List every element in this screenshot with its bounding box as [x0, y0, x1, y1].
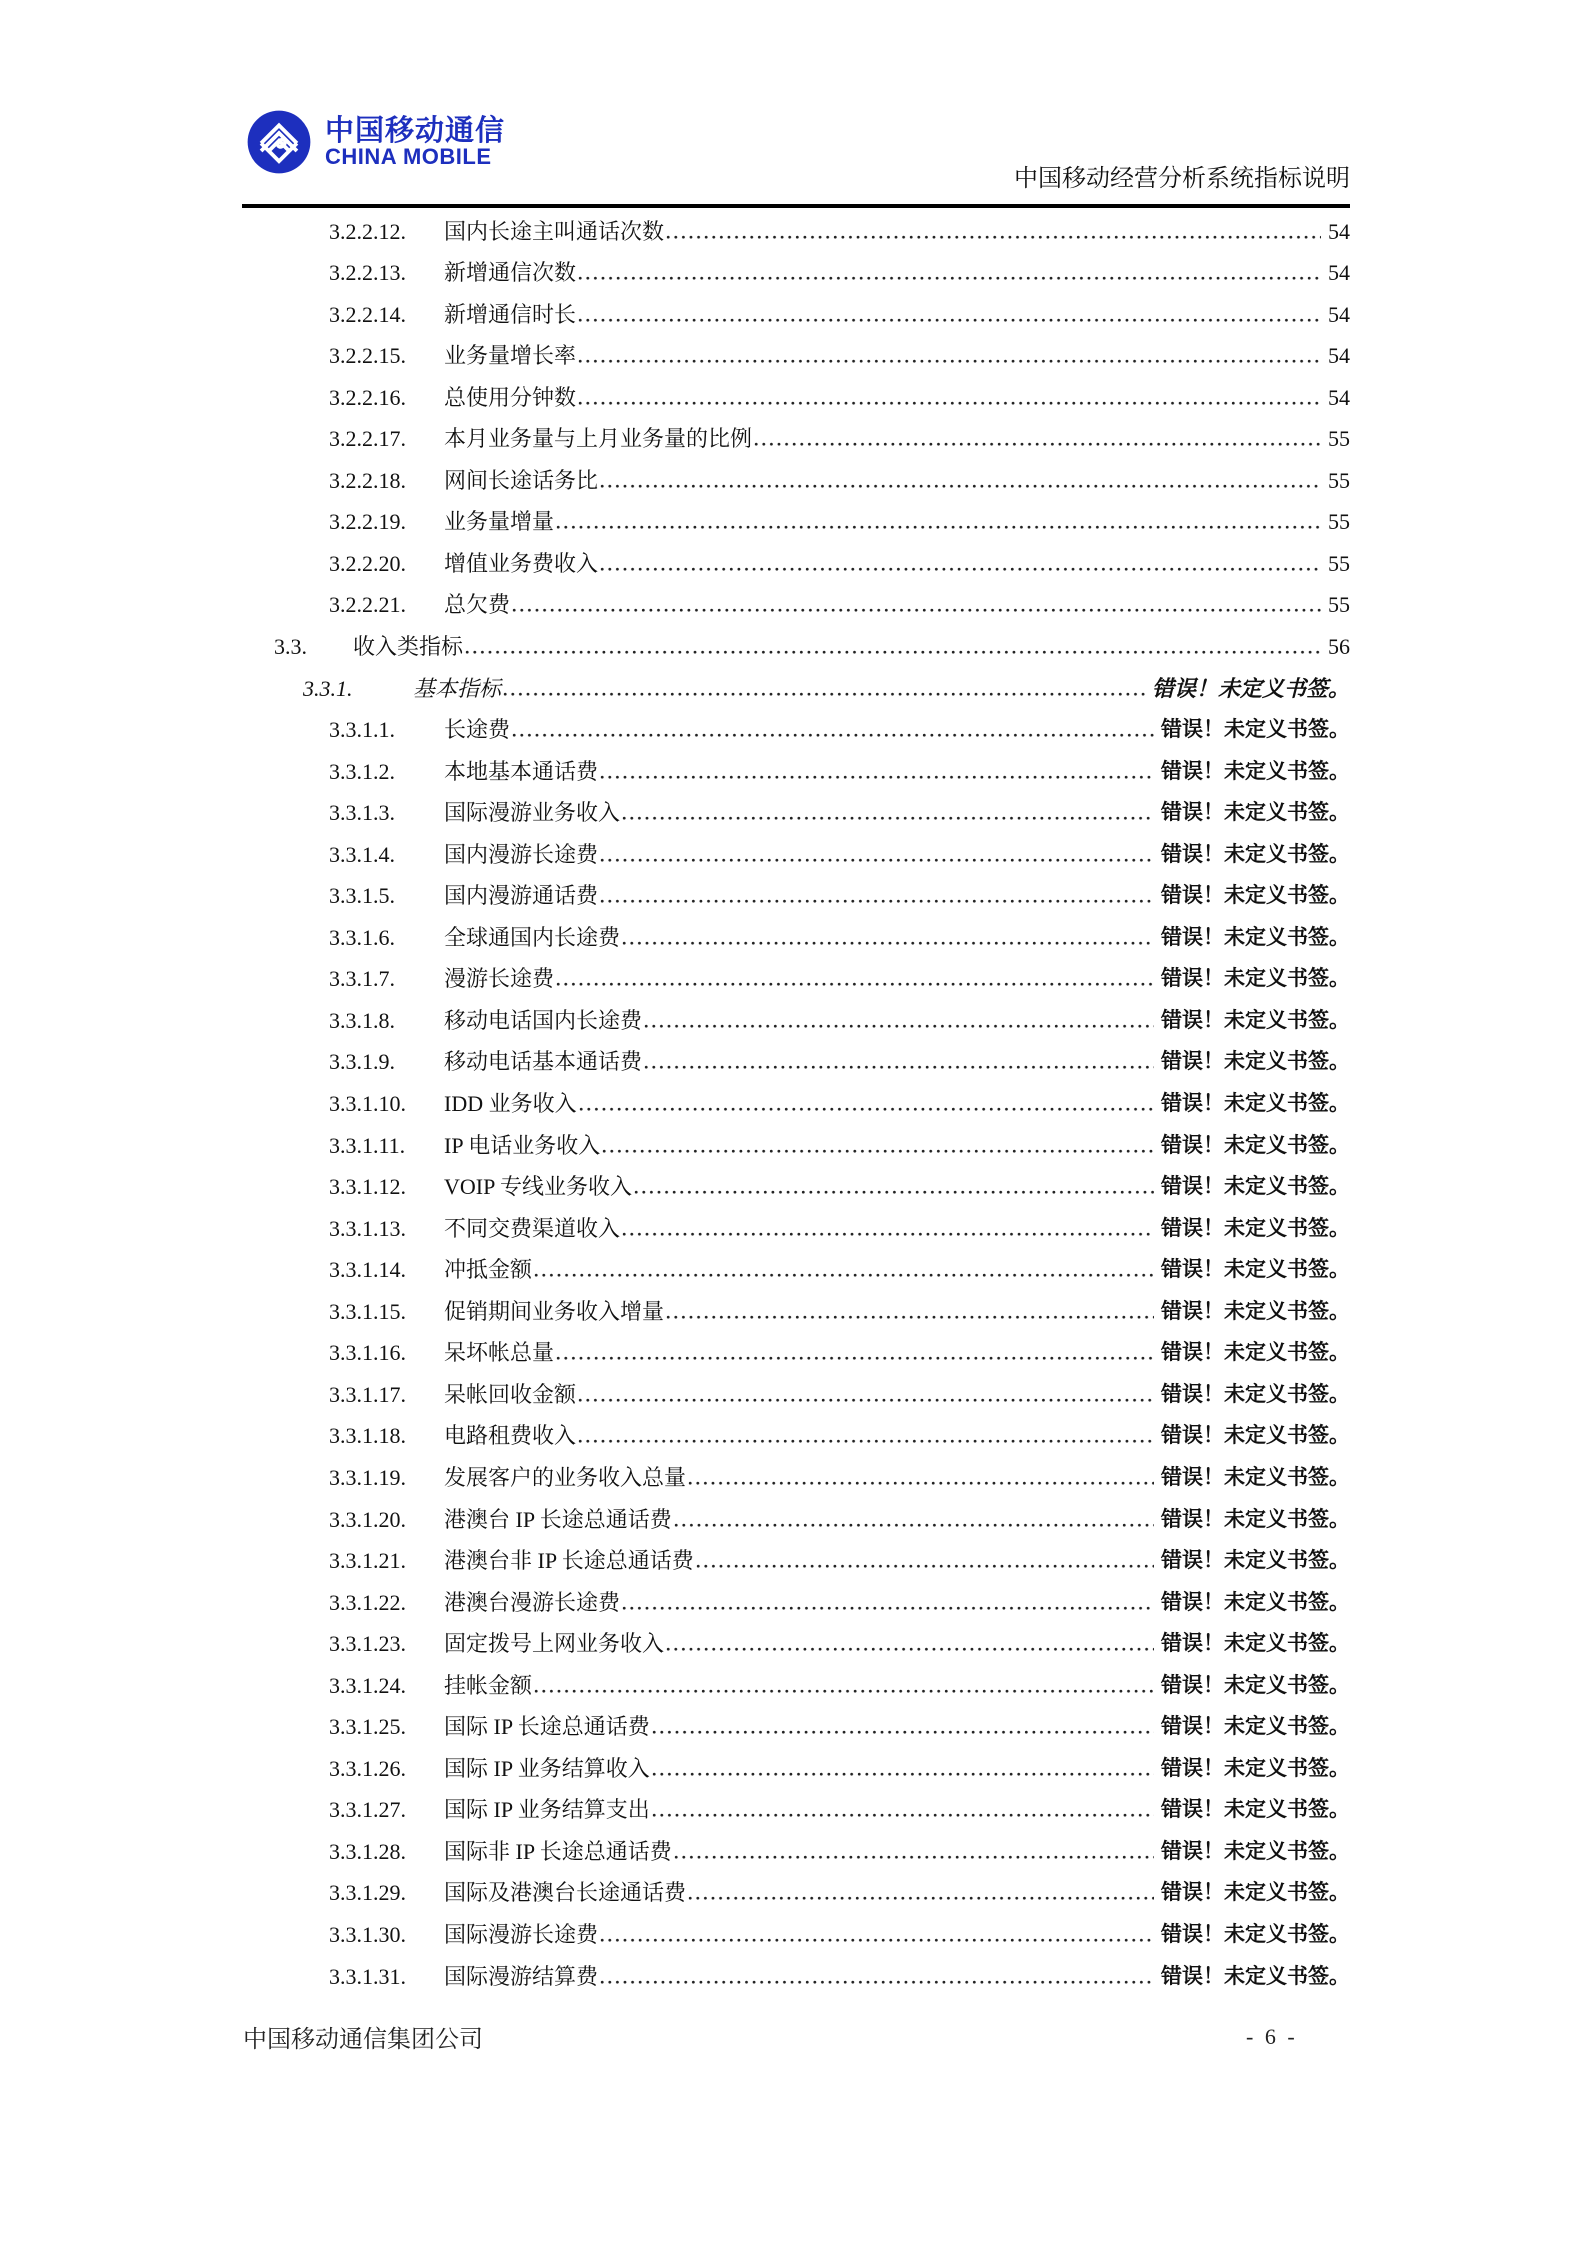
- toc-entry[interactable]: [242, 1698, 1350, 1740]
- toc-entry-number: 3.2.2.12.: [329, 218, 406, 244]
- toc-entry-page: 55: [1328, 592, 1350, 618]
- dot-leader: [652, 1772, 1154, 1777]
- toc-entry-title: IDD 业务收入: [444, 1091, 577, 1117]
- toc-entry-number: 3.3.1.23.: [329, 1631, 406, 1657]
- toc-entry[interactable]: [242, 1282, 1350, 1324]
- dot-leader: [622, 1606, 1154, 1611]
- toc-entry[interactable]: [242, 825, 1350, 867]
- dot-leader: [652, 1813, 1154, 1818]
- toc-entry-number: 3.3.: [274, 634, 307, 660]
- toc-entry-page: 55: [1328, 467, 1350, 493]
- toc-entry-number: 3.3.1.5.: [329, 883, 395, 909]
- dot-leader: [534, 1689, 1154, 1694]
- dot-leader: [644, 1024, 1154, 1029]
- toc-entry-number: 3.3.1.26.: [329, 1755, 406, 1781]
- dot-leader: [622, 1232, 1154, 1237]
- toc-entry-title: 漫游长途费: [444, 966, 555, 992]
- toc-entry-title: 业务量增长率: [444, 343, 577, 369]
- toc-entry-title: 国内漫游通话费: [444, 883, 599, 909]
- toc-entry-number: 3.3.1.12.: [329, 1174, 406, 1200]
- toc-entry[interactable]: [242, 493, 1350, 535]
- toc-entry[interactable]: [242, 867, 1350, 909]
- toc-entry-number: 3.3.1.18.: [329, 1423, 406, 1449]
- dot-leader: [556, 982, 1154, 987]
- toc-entry-page: 错误！未定义书签。: [1161, 801, 1350, 825]
- toc-entry-page: 54: [1328, 218, 1350, 244]
- dot-leader: [674, 1523, 1154, 1528]
- toc-entry-number: 3.3.1.20.: [329, 1506, 406, 1532]
- toc-entry-page: 错误！未定义书签。: [1161, 718, 1350, 742]
- toc-entry[interactable]: [242, 1324, 1350, 1366]
- dot-leader: [600, 1938, 1154, 1943]
- toc-entry-title: 国际 IP 长途总通话费: [444, 1714, 650, 1740]
- toc-entry-number: 3.3.1.15.: [329, 1298, 406, 1324]
- dot-leader: [622, 816, 1154, 821]
- toc-entry-page: 错误！未定义书签。: [1161, 1507, 1350, 1531]
- toc-entry[interactable]: [242, 1781, 1350, 1823]
- toc-entry-page: 错误！未定义书签。: [1161, 1424, 1350, 1448]
- dot-leader: [503, 692, 1145, 697]
- toc-entry-page: 错误！未定义书签。: [1161, 1341, 1350, 1365]
- toc-entry-title: 本地基本通话费: [444, 758, 599, 784]
- toc-entry[interactable]: [242, 1532, 1350, 1574]
- dot-leader: [578, 1439, 1154, 1444]
- toc-entry-number: 3.3.1.22.: [329, 1589, 406, 1615]
- toc-entry-title: 国际漫游长途费: [444, 1921, 599, 1947]
- toc-entry-number: 3.3.1.4.: [329, 841, 395, 867]
- toc-entry-title: 长途费: [444, 717, 511, 743]
- toc-entry-title: 国际漫游结算费: [444, 1963, 599, 1989]
- toc-entry-title: 基本指标: [413, 675, 502, 701]
- dot-leader: [644, 1065, 1154, 1070]
- toc-entry-number: 3.3.1.19.: [329, 1464, 406, 1490]
- toc-entry[interactable]: [242, 659, 1350, 701]
- toc-entry-title: 港澳台漫游长途费: [444, 1589, 621, 1615]
- toc-entry-page: 56: [1328, 634, 1350, 660]
- toc-entry-number: 3.3.1.24.: [329, 1672, 406, 1698]
- toc-entry-number: 3.3.1.3.: [329, 800, 395, 826]
- toc-entry[interactable]: [242, 451, 1350, 493]
- toc-entry-page: 错误！未定义书签。: [1161, 884, 1350, 908]
- toc-entry-number: 3.2.2.17.: [329, 426, 406, 452]
- toc-entry-page: 错误！未定义书签。: [1161, 925, 1350, 949]
- toc-entry-page: 54: [1328, 343, 1350, 369]
- toc-entry-page: 错误！未定义书签。: [1161, 1258, 1350, 1282]
- toc-entry-number: 3.3.1.1.: [329, 717, 395, 743]
- toc-entry-title: 移动电话基本通话费: [444, 1049, 643, 1075]
- toc-entry-title: 港澳台非 IP 长途总通话费: [444, 1548, 694, 1574]
- toc-entry-title: IP 电话业务收入: [444, 1132, 601, 1158]
- toc-entry-page: 错误！未定义书签。: [1161, 759, 1350, 783]
- toc-entry-title: 不同交费渠道收入: [444, 1215, 621, 1241]
- toc-entry-page: 错误！未定义书签。: [1161, 1008, 1350, 1032]
- toc-entry-number: 3.2.2.18.: [329, 467, 406, 493]
- toc-entry-title: 电路租费收入: [444, 1423, 577, 1449]
- toc-entry-page: 54: [1328, 301, 1350, 327]
- toc-entry-page: 错误！未定义书签。: [1161, 1133, 1350, 1157]
- toc-entry-page: 55: [1328, 426, 1350, 452]
- dot-leader: [600, 484, 1321, 489]
- toc-entry-title: 发展客户的业务收入总量: [444, 1464, 687, 1490]
- toc-entry[interactable]: [242, 1365, 1350, 1407]
- toc-entry-page: 错误！未定义书签。: [1161, 1175, 1350, 1199]
- toc-entry-page: 错误！未定义书签。: [1161, 1881, 1350, 1905]
- toc-entry-title: 国际 IP 业务结算支出: [444, 1797, 650, 1823]
- dot-leader: [674, 1855, 1154, 1860]
- toc-entry-number: 3.2.2.16.: [329, 384, 406, 410]
- dot-leader: [600, 899, 1154, 904]
- dot-leader: [512, 608, 1321, 613]
- toc-entry[interactable]: [242, 202, 1350, 244]
- table-of-contents: [242, 202, 1350, 1989]
- toc-entry[interactable]: [242, 285, 1350, 327]
- dot-leader: [754, 442, 1321, 447]
- dot-leader: [696, 1564, 1154, 1569]
- dot-leader: [688, 1896, 1154, 1901]
- toc-entry[interactable]: [242, 410, 1350, 452]
- toc-entry-title: 固定拨号上网业务收入: [444, 1631, 665, 1657]
- dot-leader: [465, 650, 1321, 655]
- toc-entry[interactable]: [242, 1739, 1350, 1781]
- dot-leader: [512, 733, 1154, 738]
- dot-leader: [600, 858, 1154, 863]
- toc-entry[interactable]: [242, 1074, 1350, 1116]
- toc-entry-title: 国际 IP 业务结算收入: [444, 1755, 650, 1781]
- toc-entry-number: 3.3.1.14.: [329, 1257, 406, 1283]
- toc-entry-page: 错误！未定义书签。: [1151, 675, 1350, 701]
- toc-entry[interactable]: [242, 1158, 1350, 1200]
- toc-entry[interactable]: [242, 1490, 1350, 1532]
- toc-entry[interactable]: [242, 1905, 1350, 1947]
- logo-name-cn: 中国移动通信: [325, 115, 506, 147]
- toc-entry-page: 54: [1328, 260, 1350, 286]
- toc-entry[interactable]: [242, 784, 1350, 826]
- footer-page-number: - 6 -: [1246, 2024, 1298, 2049]
- toc-entry-title: 呆坏帐总量: [444, 1340, 555, 1366]
- toc-entry-title: 本月业务量与上月业务量的比例: [444, 426, 753, 452]
- toc-entry-number: 3.3.1.10.: [329, 1091, 406, 1117]
- toc-entry[interactable]: [242, 908, 1350, 950]
- toc-entry[interactable]: [242, 1241, 1350, 1283]
- dot-leader: [622, 941, 1154, 946]
- toc-entry-title: 国际非 IP 长途总通话费: [444, 1838, 672, 1864]
- toc-entry[interactable]: [242, 991, 1350, 1033]
- toc-entry-title: 网间长途话务比: [444, 467, 599, 493]
- toc-entry-title: 国内长途主叫通话次数: [444, 218, 665, 244]
- toc-entry-page: 错误！未定义书签。: [1161, 1549, 1350, 1573]
- toc-entry-title: 国内漫游长途费: [444, 841, 599, 867]
- toc-entry-page: 55: [1328, 550, 1350, 576]
- china-mobile-logo: [247, 110, 505, 174]
- toc-entry-number: 3.3.1.: [303, 675, 353, 701]
- toc-entry-page: 错误！未定义书签。: [1161, 1465, 1350, 1489]
- dot-leader: [578, 1398, 1154, 1403]
- toc-entry-number: 3.2.2.14.: [329, 301, 406, 327]
- dot-leader: [600, 775, 1154, 780]
- toc-entry-number: 3.3.1.8.: [329, 1007, 395, 1033]
- toc-entry-number: 3.2.2.19.: [329, 509, 406, 535]
- dot-leader: [556, 1356, 1154, 1361]
- toc-entry[interactable]: [242, 534, 1350, 576]
- toc-entry-page: 错误！未定义书签。: [1161, 967, 1350, 991]
- toc-entry-title: 增值业务费收入: [444, 550, 599, 576]
- toc-entry[interactable]: [242, 244, 1350, 286]
- toc-entry-title: 全球通国内长途费: [444, 924, 621, 950]
- toc-entry-page: 错误！未定义书签。: [1161, 1382, 1350, 1406]
- toc-entry-title: 国际漫游业务收入: [444, 800, 621, 826]
- toc-entry-title: 移动电话国内长途费: [444, 1007, 643, 1033]
- toc-entry[interactable]: [242, 1033, 1350, 1075]
- dot-leader: [634, 1190, 1154, 1195]
- dot-leader: [652, 1730, 1154, 1735]
- dot-leader: [666, 235, 1321, 240]
- toc-entry-number: 3.3.1.28.: [329, 1838, 406, 1864]
- toc-entry-title: 总欠费: [444, 592, 511, 618]
- toc-entry-number: 3.3.1.21.: [329, 1548, 406, 1574]
- toc-entry[interactable]: [242, 1864, 1350, 1906]
- toc-entry-page: 错误！未定义书签。: [1161, 1798, 1350, 1822]
- toc-entry-number: 3.3.1.25.: [329, 1714, 406, 1740]
- toc-entry[interactable]: [242, 1116, 1350, 1158]
- toc-entry-page: 错误！未定义书签。: [1161, 1590, 1350, 1614]
- toc-entry-number: 3.3.1.30.: [329, 1921, 406, 1947]
- toc-entry-page: 错误！未定义书签。: [1161, 1756, 1350, 1780]
- toc-entry-title: 收入类指标: [353, 634, 464, 660]
- dot-leader: [666, 1315, 1154, 1320]
- toc-entry-number: 3.2.2.13.: [329, 260, 406, 286]
- toc-entry-number: 3.3.1.13.: [329, 1215, 406, 1241]
- dot-leader: [578, 276, 1321, 281]
- toc-entry[interactable]: [242, 576, 1350, 618]
- toc-entry-title: 冲抵金额: [444, 1257, 533, 1283]
- toc-entry[interactable]: [242, 742, 1350, 784]
- toc-entry-number: 3.3.1.11.: [329, 1132, 406, 1158]
- toc-entry-title: 业务量增量: [444, 509, 555, 535]
- toc-entry[interactable]: [242, 327, 1350, 369]
- toc-entry-number: 3.3.1.2.: [329, 758, 395, 784]
- toc-entry[interactable]: [242, 950, 1350, 992]
- china-mobile-globe-icon: [247, 110, 311, 174]
- toc-entry[interactable]: [242, 617, 1350, 659]
- toc-entry-number: 3.3.1.16.: [329, 1340, 406, 1366]
- dot-leader: [579, 1107, 1154, 1112]
- toc-entry-page: 错误！未定义书签。: [1161, 1216, 1350, 1240]
- toc-entry-page: 错误！未定义书签。: [1161, 1964, 1350, 1988]
- toc-entry-number: 3.3.1.9.: [329, 1049, 395, 1075]
- toc-entry-number: 3.3.1.6.: [329, 924, 395, 950]
- dot-leader: [602, 1149, 1154, 1154]
- toc-entry[interactable]: [242, 701, 1350, 743]
- footer-company-name: 中国移动通信集团公司: [243, 2027, 483, 2053]
- toc-entry-number: 3.3.1.17.: [329, 1381, 406, 1407]
- toc-entry-title: 新增通信时长: [444, 301, 577, 327]
- toc-entry-title: VOIP 专线业务收入: [444, 1174, 633, 1200]
- toc-entry-title: 新增通信次数: [444, 260, 577, 286]
- dot-leader: [600, 1980, 1154, 1985]
- toc-entry-page: 错误！未定义书签。: [1161, 1922, 1350, 1946]
- toc-entry-page: 错误！未定义书签。: [1161, 1839, 1350, 1863]
- toc-entry[interactable]: [242, 1822, 1350, 1864]
- toc-entry-number: 3.2.2.20.: [329, 550, 406, 576]
- toc-entry-number: 3.3.1.31.: [329, 1963, 406, 1989]
- logo-name-en: CHINA MOBILE: [325, 144, 492, 169]
- toc-entry-title: 总使用分钟数: [444, 384, 577, 410]
- toc-entry-page: 错误！未定义书签。: [1161, 1632, 1350, 1656]
- toc-entry[interactable]: [242, 1448, 1350, 1490]
- toc-entry-page: 错误！未定义书签。: [1161, 1299, 1350, 1323]
- toc-entry-page: 55: [1328, 509, 1350, 535]
- toc-entry-number: 3.2.2.15.: [329, 343, 406, 369]
- toc-entry[interactable]: [242, 1656, 1350, 1698]
- dot-leader: [534, 1273, 1154, 1278]
- toc-entry-number: 3.3.1.29.: [329, 1880, 406, 1906]
- toc-entry[interactable]: [242, 1947, 1350, 1989]
- toc-entry-number: 3.2.2.21.: [329, 592, 406, 618]
- toc-entry-page: 错误！未定义书签。: [1161, 1092, 1350, 1116]
- toc-entry-title: 呆帐回收金额: [444, 1381, 577, 1407]
- toc-entry[interactable]: [242, 1199, 1350, 1241]
- toc-entry-title: 港澳台 IP 长途总通话费: [444, 1506, 672, 1532]
- toc-entry-title: 促销期间业务收入增量: [444, 1298, 665, 1324]
- toc-entry-number: 3.3.1.27.: [329, 1797, 406, 1823]
- toc-entry-page: 错误！未定义书签。: [1161, 842, 1350, 866]
- dot-leader: [600, 567, 1321, 572]
- toc-entry-page: 54: [1328, 384, 1350, 410]
- toc-entry-title: 挂帐金额: [444, 1672, 533, 1698]
- toc-entry[interactable]: [242, 1407, 1350, 1449]
- toc-entry-number: 3.3.1.7.: [329, 966, 395, 992]
- toc-entry[interactable]: [242, 1615, 1350, 1657]
- dot-leader: [688, 1481, 1154, 1486]
- toc-entry-title: 国际及港澳台长途通话费: [444, 1880, 687, 1906]
- dot-leader: [578, 318, 1321, 323]
- dot-leader: [556, 525, 1321, 530]
- toc-entry-page: 错误！未定义书签。: [1161, 1673, 1350, 1697]
- dot-leader: [578, 359, 1321, 364]
- toc-entry-page: 错误！未定义书签。: [1161, 1050, 1350, 1074]
- dot-leader: [666, 1647, 1154, 1652]
- toc-entry[interactable]: [242, 368, 1350, 410]
- toc-entry-page: 错误！未定义书签。: [1161, 1715, 1350, 1739]
- toc-entry[interactable]: [242, 1573, 1350, 1615]
- dot-leader: [578, 401, 1321, 406]
- document-title: 中国移动经营分析系统指标说明: [1014, 166, 1350, 192]
